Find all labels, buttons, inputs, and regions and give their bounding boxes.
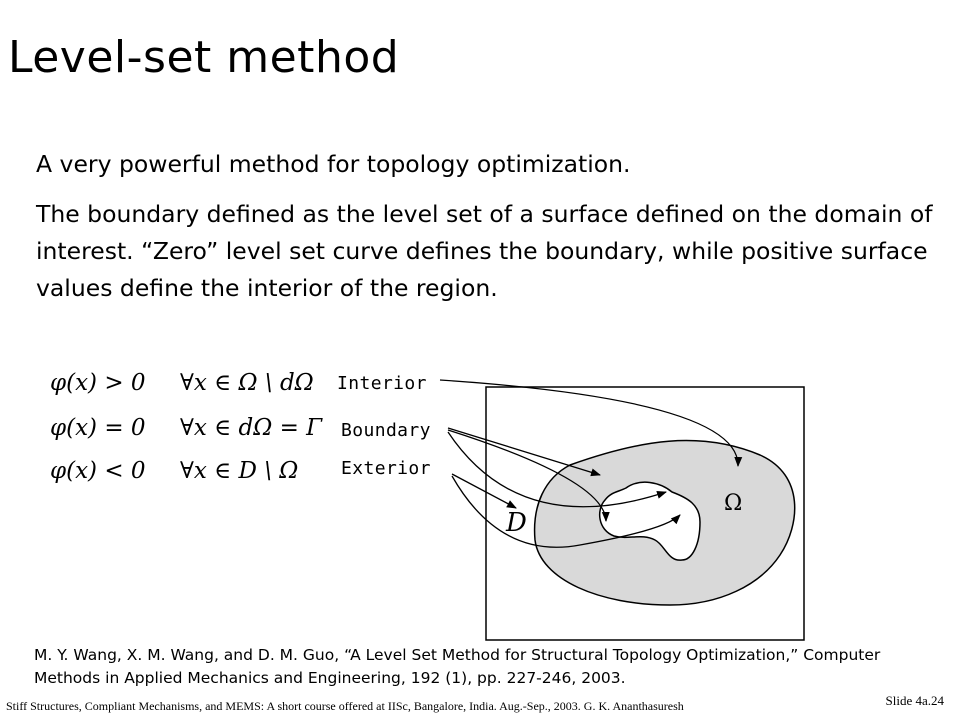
equation-interior-lhs: φ(x) > 0 — [50, 370, 146, 396]
equation-boundary-lhs: φ(x) = 0 — [50, 415, 146, 441]
course-footer: Stiff Structures, Compliant Mechanisms, and MEMS: A short course offered at IISc, Bangalore, India. Aug.-Sep., 2003. G. K. Ananthasuresh — [6, 699, 684, 713]
region-symbol: Ω — [724, 491, 743, 516]
boundary-arrow-1 — [448, 428, 600, 475]
equation-interior-condition: ∀x ∈ Ω \ dΩ — [180, 370, 314, 396]
reference-citation: M. Y. Wang, X. M. Wang, and D. M. Guo, “A Level Set Method for Structural Topology Optimization,” Computer Methods in Applied Mechanics and Engineering, 192 (1), pp. 227-246, 2003. — [34, 646, 881, 687]
paragraph-2: The boundary defined as the level set of a surface defined on the domain of interest. “Zero” level set curve defines the boundary, while positive surface values define the interior of the region. — [36, 200, 933, 302]
equation-exterior-condition: ∀x ∈ D \ Ω — [180, 458, 299, 484]
paragraph-1: A very powerful method for topology optimization. — [36, 150, 631, 178]
slide-number: Slide 4a.24 — [885, 693, 944, 708]
domain-symbol: D — [506, 508, 527, 538]
boundary-label: Boundary — [341, 420, 431, 441]
equation-exterior-lhs: φ(x) < 0 — [50, 458, 146, 484]
slide-title: Level-set method — [8, 32, 400, 83]
equation-boundary-condition: ∀x ∈ dΩ = Γ — [180, 415, 323, 441]
region-shape — [535, 441, 795, 605]
exterior-label: Exterior — [341, 458, 431, 479]
interior-label: Interior — [337, 373, 427, 394]
